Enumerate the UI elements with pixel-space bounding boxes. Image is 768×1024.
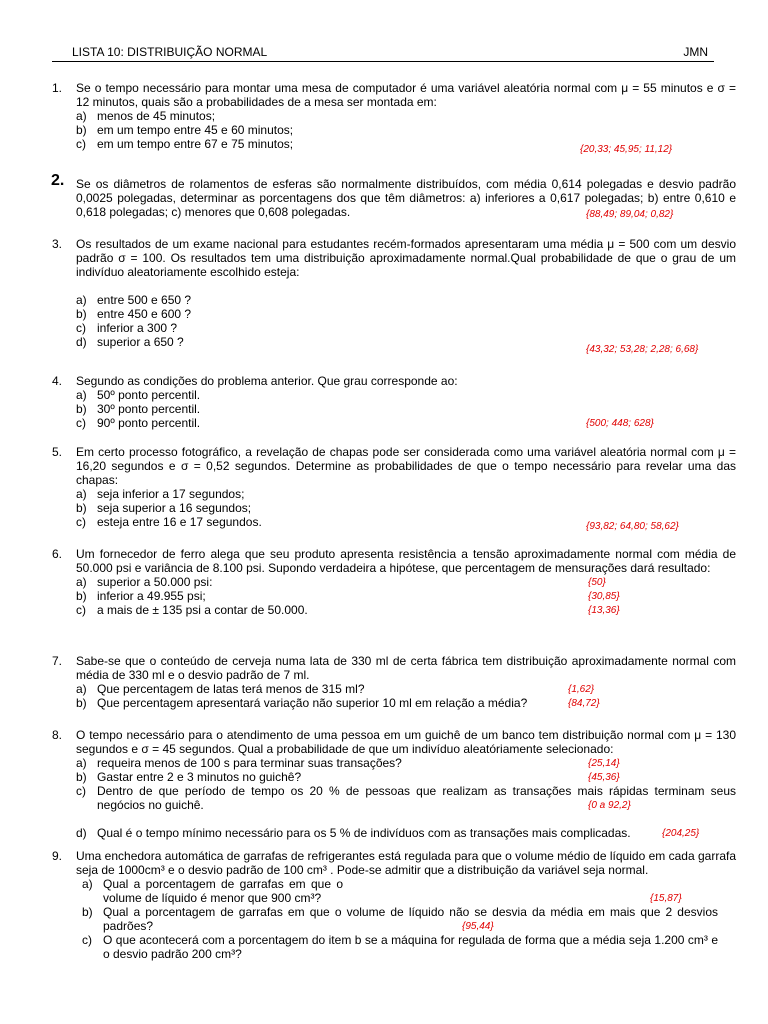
item-label: a) (76, 682, 87, 696)
item-text: 50º ponto percentil. (97, 388, 201, 402)
list-item (82, 933, 718, 961)
question-text: Um fornecedor de ferro alega que seu produto apresenta resistência a tensão aproximadamente normal com média de 50.000 psi e variância de 8.100 psi. Supondo verdadeira a hipótese, que percentagem de mensurações dará resultado: (76, 547, 736, 575)
item-label: c) (76, 603, 86, 617)
item-text: inferior a 49.955 psi; (97, 589, 206, 603)
question-number: 7. (52, 654, 63, 668)
item-text: superior a 650 ? (97, 335, 184, 349)
list-item (76, 402, 736, 416)
item-label: b) (82, 905, 93, 919)
item-label: b) (76, 307, 87, 321)
item-label: a) (76, 109, 87, 123)
header-title: LISTA 10: DISTRIBUIÇÃO NORMAL (72, 45, 268, 59)
question-text: Em certo processo fotográfico, a revelação de chapas pode ser considerada como uma variável aleatória normal com μ = 16,20 segundos e σ = 0,52 segundos. Determine as probabilidades de que o tempo necessário para revelar uma das chapas: (76, 445, 736, 487)
answer-key: {13,36} (588, 605, 620, 616)
item-label: a) (76, 388, 87, 402)
page-header (52, 44, 714, 62)
item-label: a) (82, 877, 93, 891)
question-6 (52, 547, 736, 617)
question-8 (52, 728, 736, 840)
list-item (76, 826, 736, 840)
answer-key: {500; 448; 628} (586, 418, 654, 429)
answer-key: {30,85} (588, 591, 620, 602)
list-item (76, 696, 736, 710)
item-label: c) (76, 784, 86, 798)
answer-key: {43,32; 53,28; 2,28; 6,68} (586, 344, 699, 355)
item-text: em um tempo entre 45 e 60 minutos; (97, 123, 294, 137)
question-number: 5. (52, 445, 63, 459)
list-item (76, 770, 736, 784)
answer-key: {93,82; 64,80; 58,62} (586, 521, 679, 532)
item-label: c) (82, 933, 92, 947)
question-number: 6. (52, 547, 63, 561)
question-number: 2. (51, 172, 65, 189)
item-text: seja inferior a 17 segundos; (97, 487, 245, 501)
item-label: b) (76, 501, 87, 515)
item-text: superior a 50.000 psi: (97, 575, 213, 589)
list-item (76, 388, 736, 402)
item-text: Qual é o tempo mínimo necessário para os 5 % de indivíduos com as transações mais complicadas. (97, 826, 631, 840)
question-text: Se os diâmetros de rolamentos de esferas são normalmente distribuídos, com média 0,614 polegadas e desvio padrão 0,0025 polegadas, determinar as porcentagens dos que têm diâmetros: a) inferiores a 0,617 polegadas; b) entre 0,610 e 0,618 polegadas; c) menores que 0,608 polegadas. (76, 177, 736, 219)
question-7 (52, 654, 736, 710)
item-label: b) (76, 770, 87, 784)
item-text: Que percentagem apresentará variação não superior 10 ml em relação a média? (97, 696, 528, 710)
list-item (76, 487, 736, 501)
question-number: 1. (52, 81, 63, 95)
item-label: b) (76, 696, 87, 710)
question-5 (52, 445, 736, 532)
question-text: Os resultados de um exame nacional para estudantes recém-formados apresentaram uma média μ = 500 com um desvio padrão σ = 100. Os resultados tem uma distribuição aproximadamente normal.Qual probabilidade de que o grau de um indivíduo aleatoriamente escolhido esteja: (76, 237, 736, 279)
item-text: seja superior a 16 segundos; (97, 501, 252, 515)
item-label: c) (76, 137, 86, 151)
answer-key: {45,36} (588, 772, 620, 783)
header-author: JMN (683, 45, 708, 59)
item-label: b) (76, 589, 87, 603)
answer-key: {50} (588, 577, 606, 588)
item-text: 30º ponto percentil. (97, 402, 201, 416)
question-1 (52, 81, 736, 155)
item-label: a) (76, 756, 87, 770)
list-item (76, 575, 736, 589)
item-text: Qual a porcentagem de garrafas em que o volume de líquido é menor que 900 cm³? (103, 877, 343, 905)
list-item (82, 877, 682, 905)
item-label: c) (76, 321, 86, 335)
question-3 (52, 237, 736, 355)
item-label: d) (76, 335, 87, 349)
list-item (82, 905, 718, 933)
item-text: esteja entre 16 e 17 segundos. (97, 515, 262, 529)
question-text: O tempo necessário para o atendimento de uma pessoa em um guichê de um banco tem distribuição normal com μ = 130 segundos e σ = 45 segundos. Qual a probabilidade de que um indivíduo aleatóriamente selecionado: (76, 728, 736, 756)
answer-key: {25,14} (588, 758, 620, 769)
answer-key: {95,44} (462, 921, 494, 932)
item-text: Gastar entre 2 e 3 minutos no guichê? (97, 770, 302, 784)
item-text: em um tempo entre 67 e 75 minutos; (97, 137, 294, 151)
item-label: b) (76, 123, 87, 137)
question-text: Segundo as condições do problema anterior. Que grau corresponde ao: (76, 374, 458, 388)
question-number: 9. (52, 849, 63, 863)
list-item (76, 293, 736, 307)
item-label: d) (76, 826, 87, 840)
answer-key: {84,72} (568, 698, 600, 709)
item-text: entre 450 e 600 ? (97, 307, 192, 321)
list-item (76, 307, 736, 321)
question-4 (52, 374, 736, 430)
list-item (76, 109, 736, 123)
item-text: inferior a 300 ? (97, 321, 178, 335)
question-9 (52, 849, 736, 961)
answer-key: {0 a 92,2} (588, 800, 631, 811)
answer-key: {1,62} (568, 684, 595, 695)
answer-key: {88,49; 89,04; 0,82} (586, 209, 674, 220)
list-item (76, 589, 736, 603)
item-text: menos de 45 minutos; (97, 109, 216, 123)
list-item (76, 784, 736, 826)
item-label: a) (76, 575, 87, 589)
item-label: c) (76, 416, 86, 430)
list-item (76, 756, 736, 770)
question-number: 8. (52, 728, 63, 742)
item-text: a mais de ± 135 psi a contar de 50.000. (97, 603, 308, 617)
list-item (76, 603, 736, 617)
item-text: O que acontecerá com a porcentagem do item b se a máquina for regulada de forma que a média seja 1.200 cm³ e o desvio padrão 200 cm³? (103, 933, 718, 961)
question-2 (51, 172, 736, 220)
question-number: 3. (52, 237, 63, 251)
item-text: requeira menos de 100 s para terminar suas transações? (97, 756, 402, 770)
item-text: entre 500 e 650 ? (97, 293, 192, 307)
item-text: Que percentagem de latas terá menos de 315 ml? (97, 682, 365, 696)
item-label: c) (76, 515, 86, 529)
question-number: 4. (52, 374, 63, 388)
question-text: Uma enchedora automática de garrafas de refrigerantes está regulada para que o volume médio de líquido em cada garrafa seja de 1000cm³ e o desvio padrão de 100 cm³ . Pode-se admitir que a distribuição da variável seja normal. (76, 849, 736, 877)
question-text: Sabe-se que o conteúdo de cerveja numa lata de 330 ml de certa fábrica tem distribuição aproximadamente normal com média de 330 ml e o desvio padrão de 7 ml. (76, 654, 736, 682)
item-label: a) (76, 487, 87, 501)
question-text: Se o tempo necessário para montar uma mesa de computador é uma variável aleatória normal com μ = 55 minutos e σ = 12 minutos, quais são a probabilidades de a mesa ser montada em: (76, 81, 736, 109)
list-item (76, 123, 736, 137)
item-label: b) (76, 402, 87, 416)
item-text: Qual a porcentagem de garrafas em que o volume de líquido não se desvia da média em mais que 2 desvios padrões? (103, 905, 718, 933)
list-item (76, 321, 736, 335)
item-label: a) (76, 293, 87, 307)
list-item (76, 501, 736, 515)
item-text: Dentro de que período de tempo os 20 % de pessoas que realizam as transações mais rápidas terminam seus negócios no guichê. (97, 784, 736, 812)
answer-key: {20,33; 45,95; 11,12} (580, 144, 673, 155)
item-text: 90º ponto percentil. (97, 416, 201, 430)
answer-key: {15,87} (650, 893, 682, 904)
answer-key: {204,25} (662, 828, 700, 839)
list-item (76, 682, 736, 696)
